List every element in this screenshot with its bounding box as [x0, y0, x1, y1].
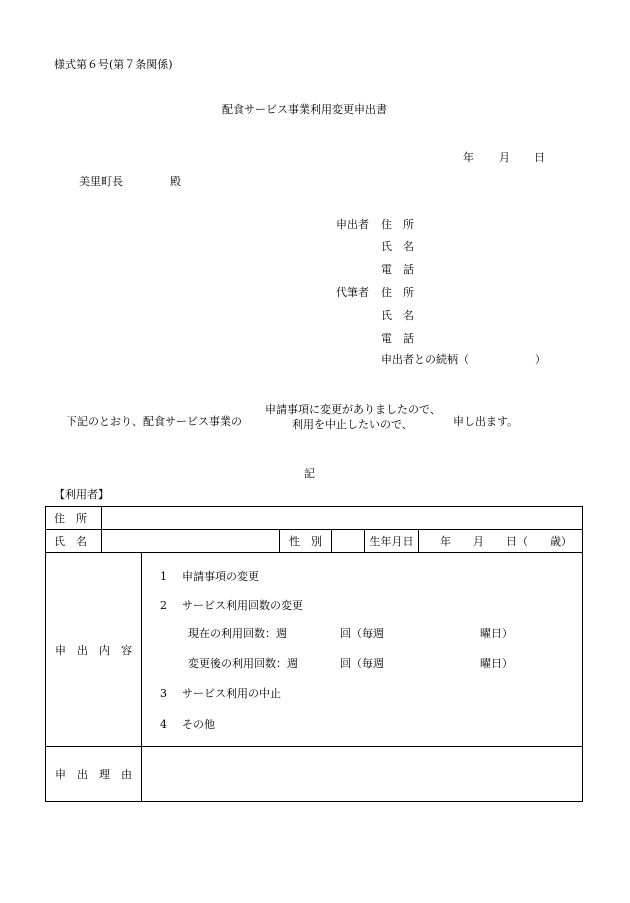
- applicant-label: 申出者: [336, 218, 369, 231]
- content-cell: [142, 553, 583, 747]
- applicant-name-label: 氏 名: [381, 240, 414, 253]
- page-title: 配食サービス事業利用変更申出書: [222, 103, 387, 116]
- name-label-cell: [46, 530, 102, 553]
- reason-input-cell[interactable]: [142, 747, 583, 802]
- birth-label: 生年月日: [369, 535, 414, 548]
- statement-option-stop: 利用を中止したいので、: [292, 418, 413, 431]
- current-count-weekday: 曜日）: [480, 627, 513, 640]
- item-3-num: 3: [160, 687, 167, 700]
- birth-input-cell[interactable]: [419, 530, 583, 553]
- form-number: 様式第６号(第７条関係): [54, 58, 173, 71]
- item-2-num: 2: [160, 599, 167, 612]
- user-section-label: 【利用者】: [54, 488, 109, 501]
- address-input-cell[interactable]: [102, 507, 583, 530]
- gender-input-cell[interactable]: [332, 530, 365, 553]
- proxy-label: 代筆者: [336, 286, 369, 299]
- item-4-num: 4: [160, 718, 167, 731]
- date-month: 月: [499, 151, 510, 164]
- item-2-text[interactable]: サービス利用回数の変更: [182, 599, 303, 612]
- date-year: 年: [463, 151, 474, 164]
- statement-prefix: 下記のとおり、配食サービス事業の: [66, 415, 242, 428]
- applicant-phone-label: 電 話: [381, 263, 414, 276]
- proxy-name-label: 氏 名: [381, 309, 414, 322]
- item-1-num: 1: [160, 570, 167, 583]
- address-label-cell: [46, 507, 102, 530]
- item-1-text[interactable]: 申請事項の変更: [182, 570, 259, 583]
- reason-label-cell: [46, 747, 142, 802]
- addressee-honorific: 殿: [170, 175, 181, 188]
- birth-value: 年 月 日（ 歳）: [440, 535, 573, 548]
- content-label: 申 出 内 容: [55, 643, 132, 657]
- changed-count-times: 回（毎週: [340, 657, 384, 670]
- item-4-text[interactable]: その他: [182, 718, 215, 731]
- item-3-text[interactable]: サービス利用の中止: [182, 687, 281, 700]
- current-count-times: 回（毎週: [340, 627, 384, 640]
- statement-suffix: 申し出ます。: [453, 415, 519, 428]
- name-input-cell[interactable]: [102, 530, 280, 553]
- date-day: 日: [534, 151, 545, 164]
- gender-label-cell: [280, 530, 332, 553]
- user-info-table: [45, 506, 583, 802]
- changed-count-label: 変更後の利用回数：週: [188, 657, 298, 670]
- birth-label-cell: [365, 530, 419, 553]
- content-list: [142, 553, 582, 746]
- changed-count-weekday: 曜日）: [480, 657, 513, 670]
- content-label-cell: [46, 553, 142, 747]
- ki-heading: 記: [304, 467, 315, 480]
- proxy-address-label: 住 所: [381, 286, 414, 299]
- reason-label: 申 出 理 由: [55, 768, 132, 781]
- addressee-name: 美里町長: [79, 175, 123, 188]
- statement-option-change: 申請事項に変更がありましたので、: [265, 403, 441, 416]
- applicant-address-label: 住 所: [381, 218, 414, 231]
- gender-label: 性 別: [289, 535, 322, 548]
- proxy-relation-label: 申出者との続柄（ ）: [381, 353, 546, 366]
- proxy-phone-label: 電 話: [381, 332, 414, 345]
- name-label: 氏 名: [54, 535, 87, 548]
- current-count-label: 現在の利用回数：週: [188, 627, 287, 640]
- address-label: 住 所: [54, 512, 87, 525]
